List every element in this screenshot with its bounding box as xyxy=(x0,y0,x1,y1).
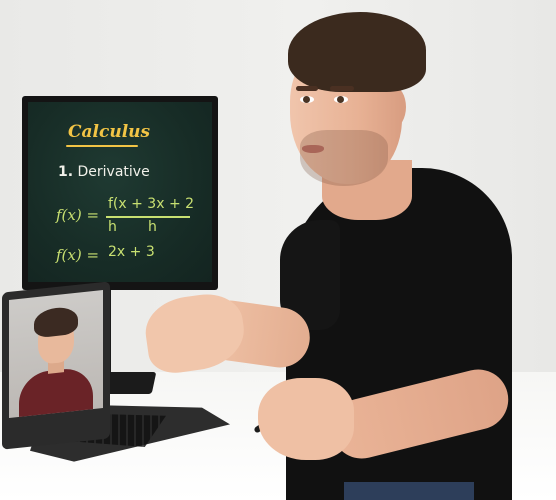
tutor-stubble xyxy=(300,130,388,186)
laptop-lid xyxy=(2,281,110,449)
chalkboard-screen xyxy=(28,102,212,282)
chalkboard-title: Calculus xyxy=(68,122,151,142)
student-shirt xyxy=(19,366,93,418)
laptop-screen-video-call xyxy=(9,290,103,418)
formula-1-numerator: f(x + 3x + 2 xyxy=(108,196,195,212)
formula-1-fraction-bar xyxy=(106,216,190,218)
formula-2-lhs: f(x) = xyxy=(56,246,100,264)
formula-2-rhs: 2x + 3 xyxy=(108,244,155,260)
tutor-right-brow xyxy=(330,86,354,91)
tutor-right-eye xyxy=(334,96,348,103)
tutor-jeans xyxy=(344,482,474,500)
tutor-hair xyxy=(288,12,426,92)
tutor-open-hand xyxy=(141,290,248,377)
monitor xyxy=(22,96,218,290)
tutor-hand-holding-pen xyxy=(258,378,354,460)
chalkboard-topic xyxy=(58,164,150,180)
tutor-left-eye xyxy=(300,96,314,103)
chalkboard-title-underline xyxy=(66,145,138,147)
chalkboard-topic-number: 1. xyxy=(58,164,74,180)
formula-1-denominator-right: h xyxy=(148,219,157,235)
formula-1-denominator-left: h xyxy=(108,219,117,235)
chalkboard-topic-label: Derivative xyxy=(77,164,150,180)
formula-1-lhs: f(x) = xyxy=(56,206,100,224)
tutor-mouth xyxy=(302,145,324,153)
tutor-left-brow xyxy=(296,86,318,91)
